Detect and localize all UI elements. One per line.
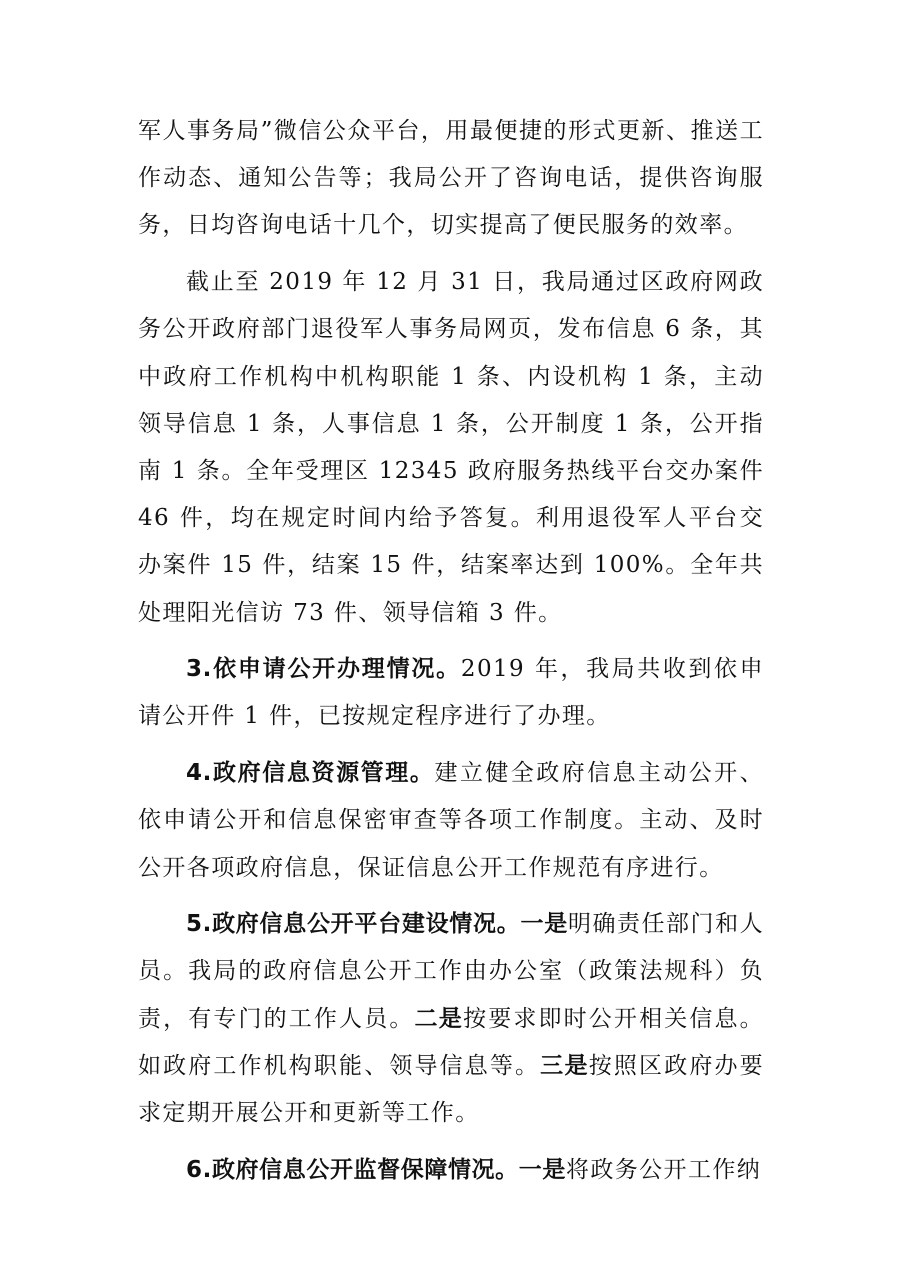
paragraph-disclosure-statistics: [138, 259, 764, 637]
paragraph-service-channels: [138, 108, 764, 250]
document-page: [138, 108, 764, 1203]
point-marker: 二是: [414, 1005, 464, 1032]
text-run: 2019 年，我局共收到依申请公开件 1 件，已按规定程序进行了办理。: [138, 656, 764, 730]
paragraph-application-disclosure: [138, 646, 764, 740]
point-marker: 一是: [518, 1156, 566, 1183]
section-heading: 6.政府信息公开监督保障情况。: [186, 1156, 519, 1183]
text-run: 建立健全政府信息主动公开、依申请公开和信息保密审查等各项工作制度。主动、及时公开各项政府信息，保证信息公开工作规范有序进行。: [138, 760, 764, 881]
section-heading: 4.政府信息资源管理。: [186, 760, 435, 787]
text-run: 将政务公开工作纳: [565, 1156, 762, 1183]
paragraph-platform-construction: [138, 901, 764, 1137]
section-heading: 3.依申请公开办理情况。: [186, 656, 461, 683]
text-run: 明确责任部门和人员。我局的政府信息公开工作由办公室（政策法规科）负责，有专门的工作人员。: [138, 911, 765, 1032]
paragraph-resource-management: [138, 750, 764, 892]
text-run: 按照区政府办要求定期开展公开和更新等工作。: [138, 1052, 764, 1127]
text-run: 军人事务局”微信公众平台，用最便捷的形式更新、推送工作动态、通知公告等；我局公开了咨询电话，提供咨询服务，日均咨询电话十几个，切实提高了便民服务的效率。: [138, 118, 764, 239]
point-marker: 一是: [520, 911, 568, 938]
point-marker: 三是: [540, 1052, 589, 1079]
section-heading: 5.政府信息公开平台建设情况。: [186, 911, 521, 938]
text-run: 按要求即时公开相关信息。如政府工作机构职能、领导信息等。: [138, 1005, 764, 1079]
text-run: 截止至 2019 年 12 月 31 日，我局通过区政府网政务公开政府部门退役军人事务局网页，发布信息 6 条，其中政府工作机构中机构职能 1 条、内设机构 1 条，主动领导信息 1 条，人事信息 1 条，公开制度 1 条，公开指南 1 条。全年受理区 12345 政府服务热线平台交办案件 46 件，均在规定时间内给予答复。利用退役军人平台交办案件 15 件，结案 15 件，结案率达到 100%。全年共处理阳光信访 73 件、领导信箱 3 件。: [138, 269, 764, 626]
paragraph-supervision: [138, 1147, 764, 1194]
